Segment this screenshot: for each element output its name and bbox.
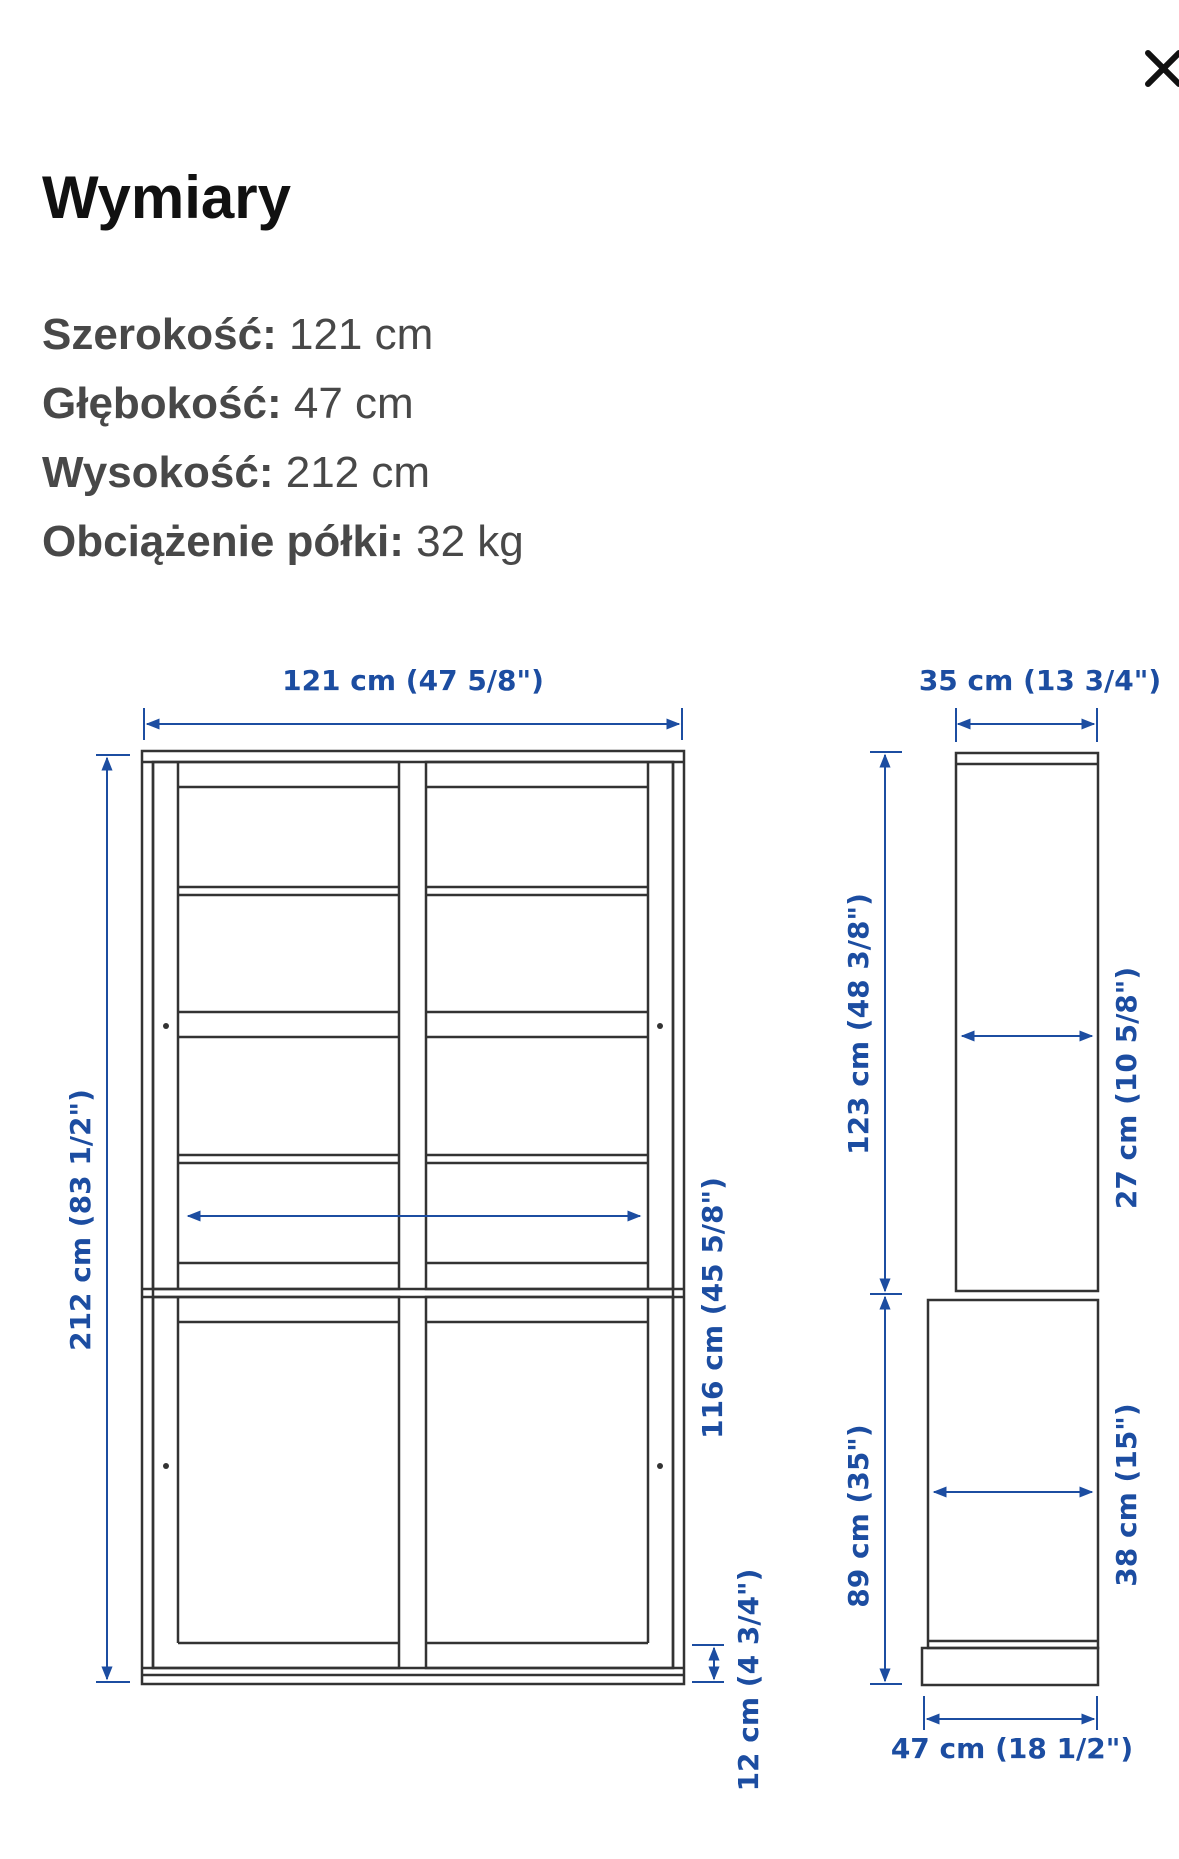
side-lower-section bbox=[928, 1300, 1098, 1648]
spec-value: 121 cm bbox=[276, 310, 434, 359]
spec-depth bbox=[42, 369, 524, 438]
side-view bbox=[922, 753, 1098, 1685]
side-base bbox=[922, 1648, 1098, 1685]
side-dimensions bbox=[870, 708, 1097, 1730]
spec-label: Głębokość: bbox=[42, 379, 282, 428]
close-button[interactable] bbox=[1130, 36, 1179, 100]
side-upper-height-label: 123 cm (48 3/8") bbox=[842, 893, 875, 1155]
side-top-depth-label: 35 cm (13 3/4") bbox=[918, 664, 1162, 697]
spec-value: 212 cm bbox=[273, 448, 431, 497]
front-lower-height-label: 116 cm (45 5/8") bbox=[696, 1177, 729, 1439]
front-dimensions bbox=[96, 708, 724, 1682]
front-height-label: 212 cm (83 1/2") bbox=[64, 1089, 97, 1351]
side-lower-inner-depth-label: 38 cm (15") bbox=[1110, 1403, 1143, 1587]
front-plinth-label: 12 cm (4 3/4") bbox=[732, 1568, 765, 1792]
knob bbox=[163, 1023, 169, 1029]
lower-right-door bbox=[426, 1297, 673, 1668]
upper-right-door bbox=[426, 762, 673, 1289]
knob bbox=[657, 1463, 663, 1469]
spec-label: Obciążenie półki: bbox=[42, 517, 404, 566]
side-upper-inner-depth-label: 27 cm (10 5/8") bbox=[1110, 966, 1143, 1210]
close-icon bbox=[1130, 36, 1179, 100]
spec-list bbox=[42, 300, 524, 576]
side-lower-height-label: 89 cm (35") bbox=[842, 1424, 875, 1608]
side-base-depth-label: 47 cm (18 1/2") bbox=[890, 1732, 1134, 1765]
spec-shelf-load bbox=[42, 507, 524, 576]
upper-left-door bbox=[153, 762, 399, 1289]
lower-left-door bbox=[153, 1297, 399, 1668]
knob bbox=[163, 1463, 169, 1469]
front-width-label: 121 cm (47 5/8") bbox=[282, 664, 544, 697]
side-upper-section bbox=[956, 753, 1098, 1291]
door-knobs bbox=[163, 1023, 663, 1469]
spec-label: Wysokość: bbox=[42, 448, 274, 497]
spec-height bbox=[42, 438, 524, 507]
spec-label: Szerokość: bbox=[42, 310, 277, 359]
spec-value: 32 kg bbox=[403, 517, 524, 566]
page-title: Wymiary bbox=[42, 164, 292, 231]
spec-width bbox=[42, 300, 524, 369]
front-view bbox=[142, 751, 684, 1684]
dimension-diagram bbox=[0, 640, 1179, 1859]
knob bbox=[657, 1023, 663, 1029]
spec-value: 47 cm bbox=[281, 379, 414, 428]
cabinet-outline bbox=[142, 751, 684, 1684]
